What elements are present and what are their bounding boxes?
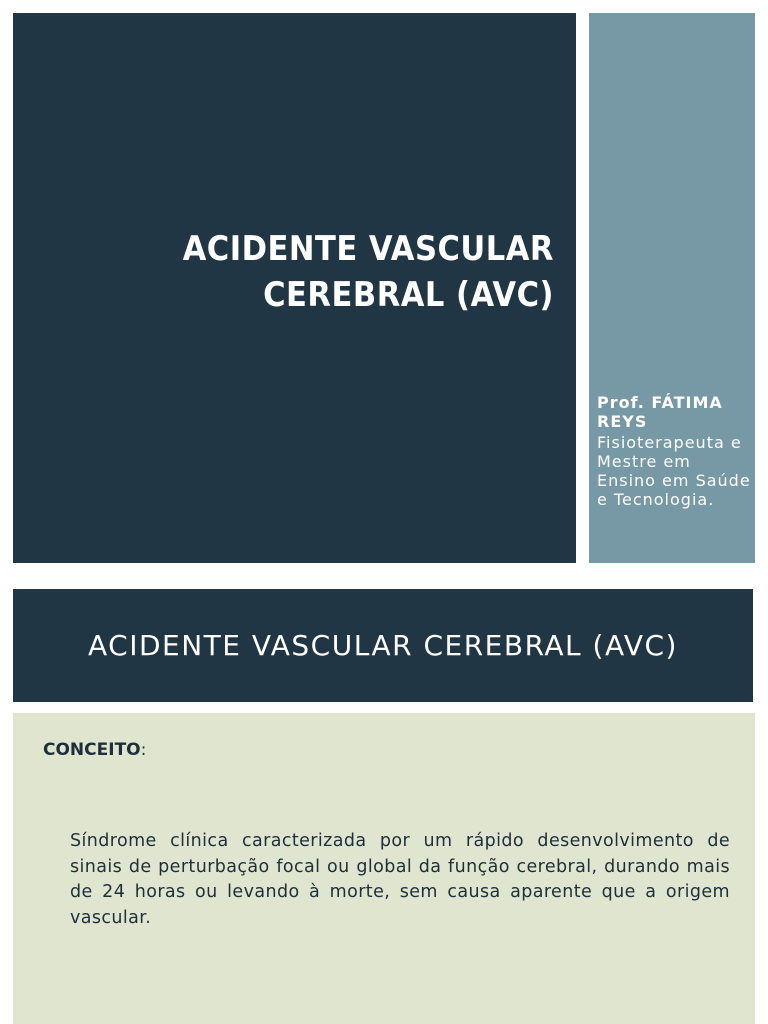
title-slide-side-panel [589, 13, 755, 563]
title-slide-main-panel [13, 13, 576, 563]
author-description: Fisioterapeuta e Mestre em Ensino em Saúde e Tecnologia. [597, 433, 751, 509]
title-slide-heading [74, 226, 554, 318]
concept-slide-body [13, 713, 755, 1024]
concept-label-colon: : [140, 740, 147, 760]
title-line-1: ACIDENTE VASCULAR [182, 229, 554, 269]
concept-slide-title: ACIDENTE VASCULAR CEREBRAL (AVC) [88, 629, 678, 662]
author-block [597, 393, 752, 509]
author-name: Prof. FÁTIMA REYS [597, 393, 723, 431]
concept-definition: Síndrome clínica caracterizada por um rápido desenvolvimento de sinais de perturbação focal ou global da função cerebral, durando mais de 24 horas ou levando à morte, sem causa aparente que a origem vascular. [70, 831, 730, 928]
concept-label [43, 740, 146, 760]
concept-label-text: CONCEITO [43, 740, 141, 760]
title-line-2: CEREBRAL (AVC) [263, 275, 554, 315]
concept-slide-header [13, 589, 753, 702]
